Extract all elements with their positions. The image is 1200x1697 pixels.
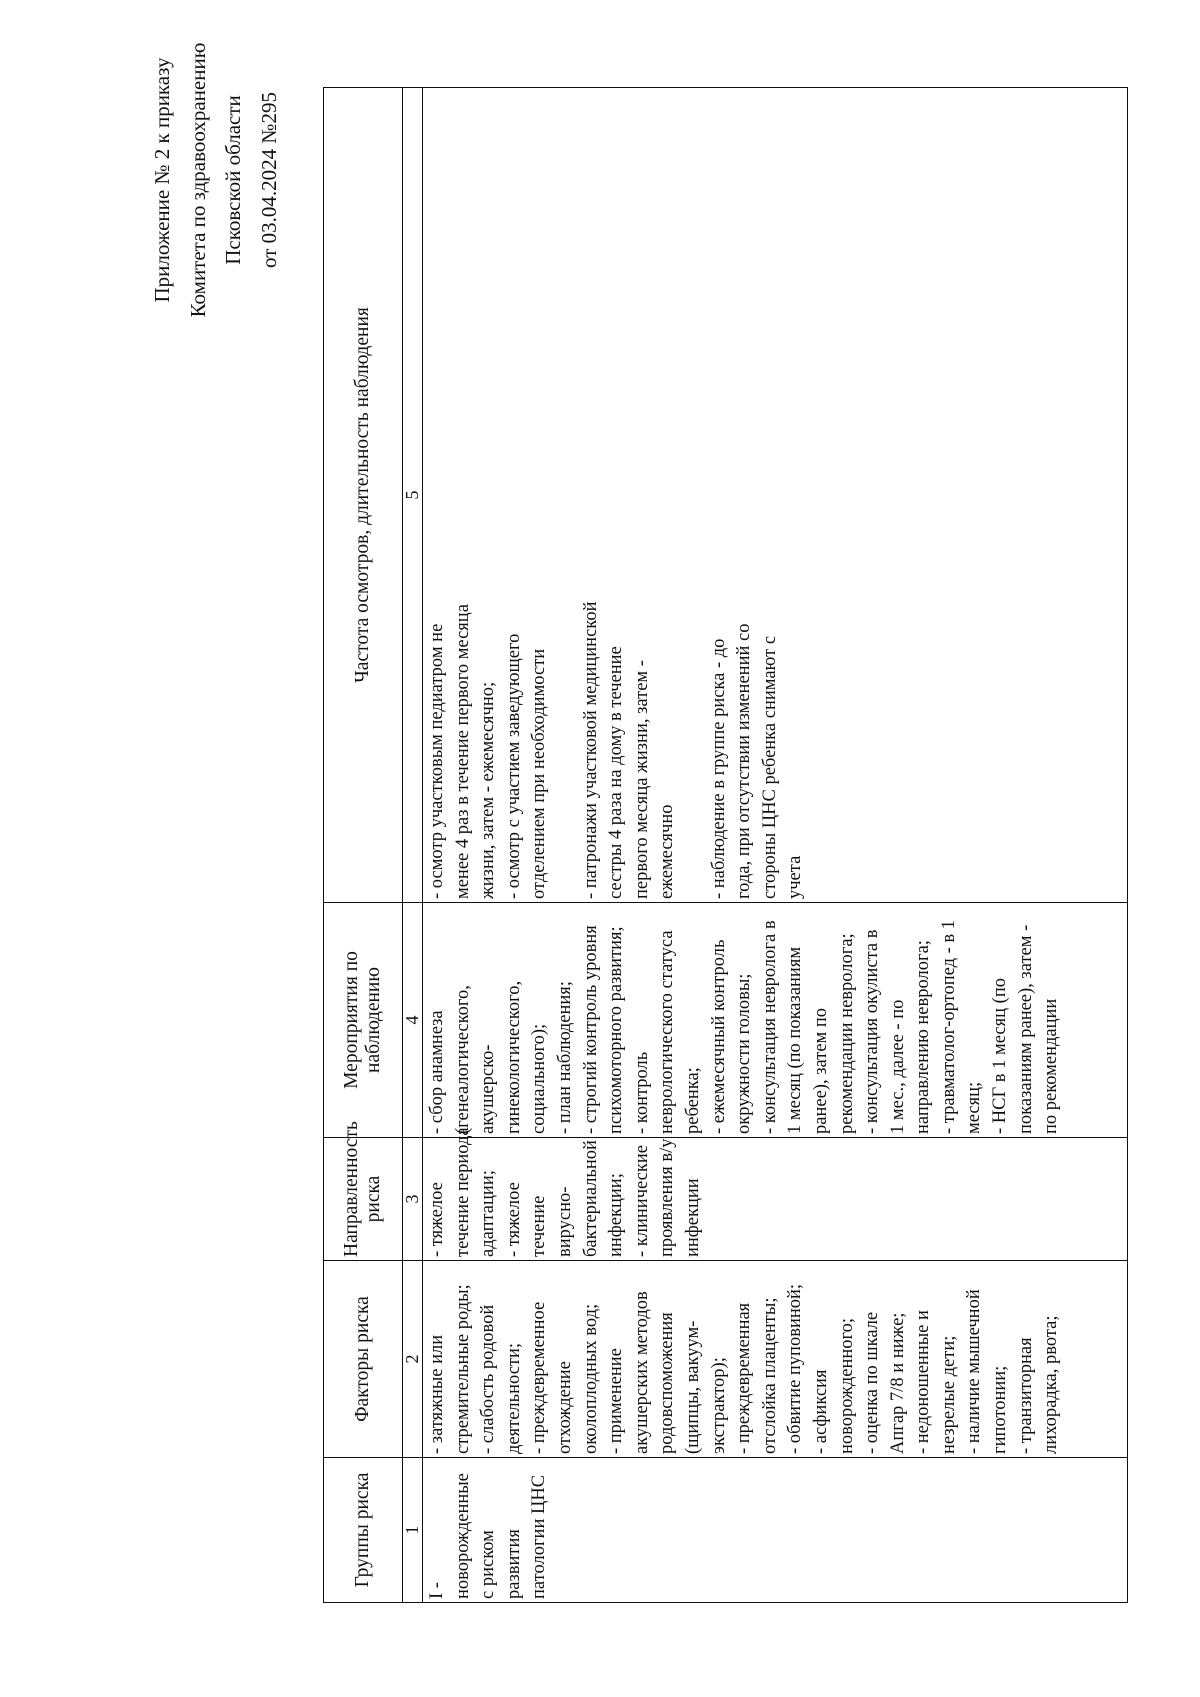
cell-line: социального); xyxy=(529,1023,550,1134)
cell-line: - осмотр с участием заведующего xyxy=(503,633,524,899)
cell-line: - оценка по шкале xyxy=(862,1311,883,1454)
cell-line: учета xyxy=(785,855,806,899)
cell-line: патологии ЦНС xyxy=(529,1474,550,1599)
cell-line: Апгар 7/8 и ниже; xyxy=(887,1312,908,1454)
cell-line: жизни, затем - ежемесячно; xyxy=(478,681,499,899)
cell-line: деятельности; xyxy=(503,1342,524,1454)
cell-line: - наличие мышечной xyxy=(964,1289,985,1454)
paragraph-gap xyxy=(681,91,707,899)
cell-line: с риском xyxy=(478,1530,499,1599)
column-number: 5 xyxy=(403,88,423,903)
cell-line: - тяжелое xyxy=(427,1182,447,1257)
column-header-risk-direction: Направленность риска xyxy=(324,1138,403,1261)
cell-line: - наблюдение в группе риска - до xyxy=(708,638,729,899)
cell-line: месяц; xyxy=(964,1081,985,1134)
cell-line: - строгий контроль уровня xyxy=(580,925,601,1134)
risk-direction-cell xyxy=(423,1127,1128,1261)
cell-line: бактериальной xyxy=(580,1140,601,1257)
column-number-row xyxy=(403,88,423,1603)
paragraph-gap xyxy=(553,91,579,899)
column-header-risk-groups: Группы риска xyxy=(324,1458,403,1603)
cell-line: - асфиксия xyxy=(810,1369,831,1454)
cell-line: проявления в/у xyxy=(657,1138,678,1257)
cell-line: отделением при необходимости xyxy=(529,648,550,899)
cell-line: - контроль xyxy=(631,1051,652,1134)
cell-line: 1 мес., далее - по xyxy=(887,999,908,1134)
cell-line: - осмотр участковым педиатром не xyxy=(427,623,447,899)
cell-line: - недоношенные и xyxy=(913,1310,934,1454)
cell-line: гипотонии; xyxy=(990,1365,1011,1454)
column-header-risk-factors: Факторы риска xyxy=(324,1261,403,1458)
cell-line: околоплодных вод; xyxy=(580,1303,601,1454)
column-number: 4 xyxy=(403,903,423,1138)
cell-line: вирусно- xyxy=(554,1186,575,1257)
cell-line: течение xyxy=(529,1195,550,1257)
column-number: 2 xyxy=(403,1261,423,1458)
cell-line: лихорадка, рвота; xyxy=(1041,1315,1062,1454)
cell-line: I - xyxy=(427,1582,447,1599)
cell-line: - патронажи участковой медицинской xyxy=(580,601,601,899)
cell-line: направлению невролога; xyxy=(913,940,934,1134)
cell-line: - НСГ в 1 месяц (по xyxy=(990,978,1011,1134)
cell-line: - травматолог-ортопед - в 1 xyxy=(938,919,959,1134)
cell-line: психомоторного развития; xyxy=(606,926,627,1134)
cell-line: - тяжелое xyxy=(503,1182,524,1257)
cell-line: отхождение xyxy=(554,1361,575,1454)
header-line-order-date: от 03.04.2024 №295 xyxy=(256,92,281,268)
cell-line: - применение xyxy=(606,1348,627,1454)
cell-line: ребенка; xyxy=(682,1067,703,1134)
cell-line: - транзиторная xyxy=(1015,1337,1036,1454)
cell-line: развития xyxy=(503,1529,524,1599)
cell-line: по рекомендации xyxy=(1041,998,1062,1134)
header-line-committee: Комитета по здравоохранению xyxy=(185,42,210,318)
cell-line: окружности головы; xyxy=(734,973,755,1134)
cell-line: инфекции xyxy=(682,1178,703,1257)
cell-line: экстрактор); xyxy=(708,1357,729,1454)
cell-line: сестры 4 раза на дому в течение xyxy=(606,646,627,899)
cell-line: - затяжные или xyxy=(427,1334,447,1454)
cell-line: (щипцы, вакуум- xyxy=(682,1320,703,1454)
cell-line: - обвитие пуповиной; xyxy=(785,1283,806,1454)
cell-line: года, при отсутствии изменений со xyxy=(734,623,755,899)
column-header-monitoring-measures: Мероприятия по наблюдению xyxy=(324,903,403,1138)
column-header-exam-frequency: Частота осмотров, длительность наблюдения xyxy=(324,88,403,903)
column-number: 1 xyxy=(403,1458,423,1603)
risk-group-cell xyxy=(423,1458,1128,1603)
cell-line: ранее), затем по xyxy=(810,1007,831,1134)
cell-line: ежемесячно xyxy=(657,804,678,899)
cell-line: показаниям ранее), затем - xyxy=(1015,924,1036,1134)
cell-line: - ежемесячный контроль xyxy=(708,939,729,1134)
cell-line: - клинические xyxy=(631,1145,652,1257)
monitoring-measures-cell xyxy=(423,903,1128,1138)
header-line-region: Псковской области xyxy=(221,95,245,265)
risk-groups-table-wrapper xyxy=(323,88,1128,1603)
cell-line: незрелые дети; xyxy=(938,1335,959,1454)
cell-line: - слабость родовой xyxy=(478,1304,499,1454)
cell-line: течение периода xyxy=(452,1127,473,1257)
cell-line: родовспоможения xyxy=(657,1312,678,1454)
risk-factors-cell xyxy=(423,1261,1128,1458)
cell-line: (генеалогического, xyxy=(452,985,473,1134)
cell-line: гинекологического, xyxy=(503,980,524,1134)
header-line-appendix: Приложение № 2 к приказу xyxy=(150,57,174,303)
column-number: 3 xyxy=(403,1138,423,1261)
cell-line: акушерско- xyxy=(478,1044,499,1134)
cell-line: - консультация невролога в xyxy=(759,920,780,1134)
cell-line: первого месяца жизни, затем - xyxy=(631,660,652,899)
cell-line: рекомендации невролога; xyxy=(836,933,857,1134)
cell-line: стремительные роды; xyxy=(452,1284,473,1454)
cell-line: акушерских методов xyxy=(631,1291,652,1454)
risk-groups-table xyxy=(323,87,1128,1603)
cell-line: - преждевременная xyxy=(734,1302,755,1454)
cell-line: - план наблюдения; xyxy=(554,981,575,1134)
cell-line: 1 месяц (по показаниям xyxy=(785,946,806,1134)
cell-line: отслойка плаценты; xyxy=(759,1297,780,1454)
table-row xyxy=(423,88,1128,1603)
cell-line: новорожденного; xyxy=(836,1317,857,1454)
cell-line: адаптации; xyxy=(478,1170,499,1257)
table-header-row xyxy=(324,88,403,1603)
cell-line: менее 4 раз в течение первого месяца xyxy=(452,604,473,899)
cell-line: - консультация окулиста в xyxy=(862,929,883,1134)
cell-line: инфекции; xyxy=(606,1173,627,1257)
exam-frequency-cell xyxy=(423,88,1128,903)
cell-line: стороны ЦНС ребенка снимают с xyxy=(759,635,780,899)
cell-line: новорожденные xyxy=(452,1473,473,1599)
cell-line: - сбор анамнеза xyxy=(427,1010,447,1134)
cell-line: неврологического статуса xyxy=(657,930,678,1134)
cell-line: - преждевременное xyxy=(529,1301,550,1454)
appendix-header xyxy=(145,0,287,420)
